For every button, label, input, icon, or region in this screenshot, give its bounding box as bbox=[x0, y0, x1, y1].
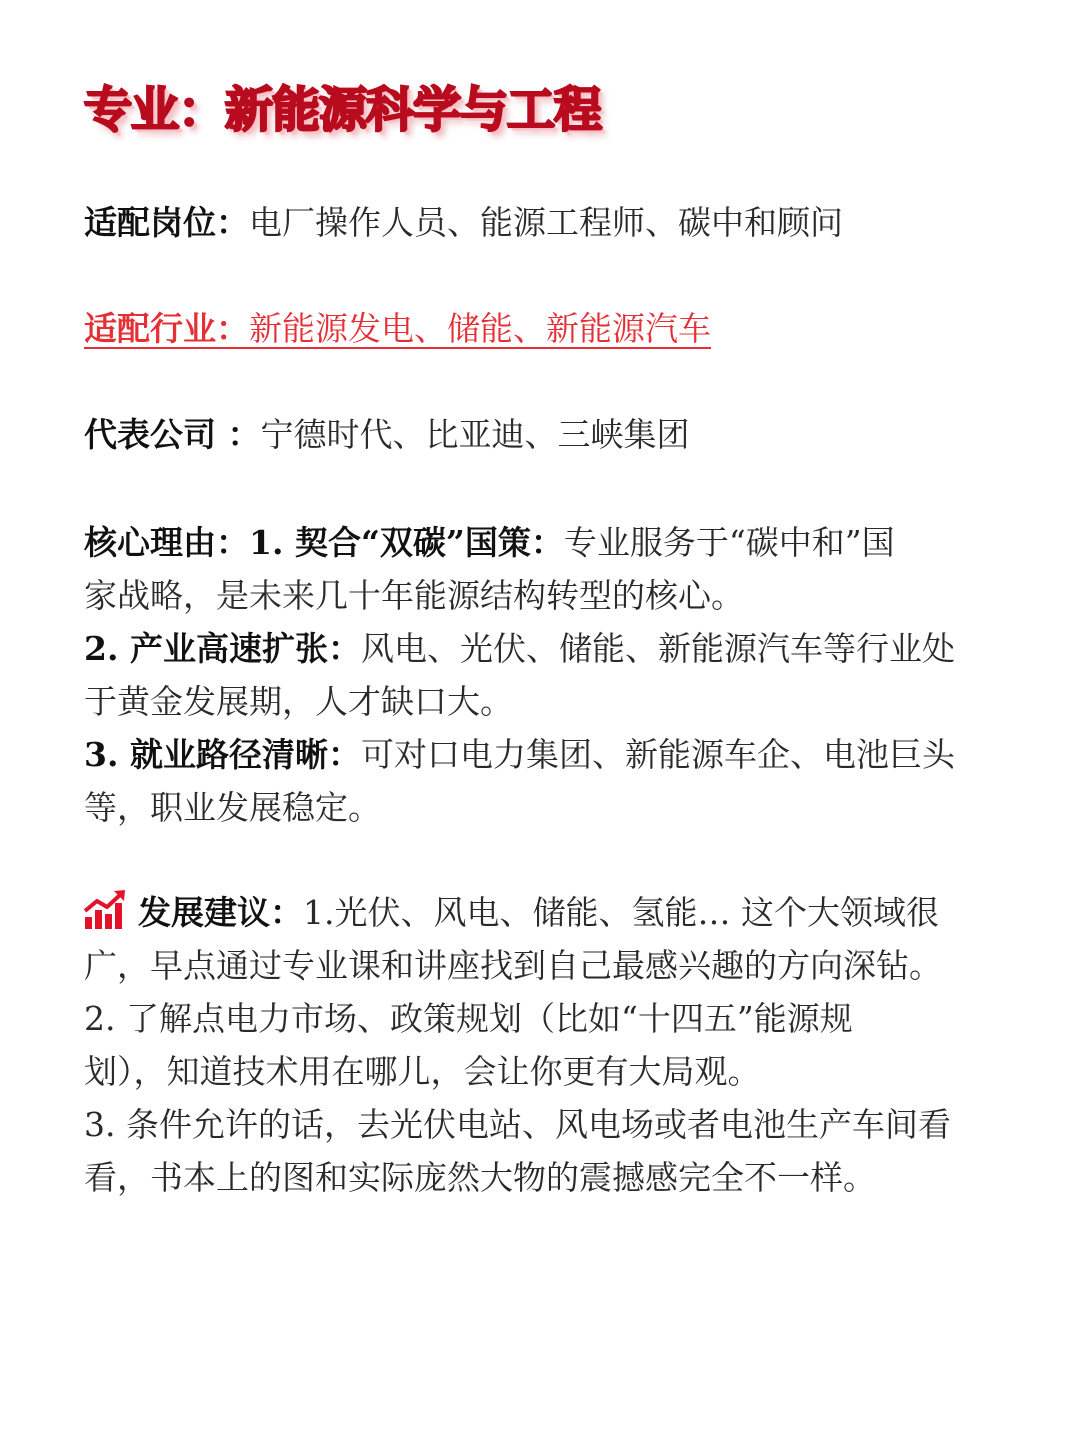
advice-line-1-text: 1.光伏、风电、储能、氢能… 这个大领域很 bbox=[303, 893, 939, 932]
reasons-block bbox=[84, 516, 1004, 834]
reason-2-text-b: 于黄金发展期，人才缺口大。 bbox=[84, 682, 513, 721]
positions-row bbox=[84, 196, 1004, 249]
advice-line-1 bbox=[84, 886, 1004, 939]
reason-1-line-a bbox=[84, 516, 1004, 569]
advice-block bbox=[84, 886, 1004, 1204]
reason-2-text-a: 风电、光伏、储能、新能源汽车等行业处 bbox=[360, 629, 955, 668]
reason-3-line-a bbox=[84, 728, 1004, 781]
page-title: 专业：新能源科学与工程 bbox=[84, 82, 602, 138]
industries-value: 新能源发电、储能、新能源汽车 bbox=[249, 309, 711, 348]
reason-3-text-b: 等，职业发展稳定。 bbox=[84, 788, 381, 827]
positions-value: 电厂操作人员、能源工程师、碳中和顾问 bbox=[249, 203, 843, 242]
advice-line-6: 看，书本上的图和实际庞然大物的震撼感完全不一样。 bbox=[84, 1158, 876, 1197]
positions-label: 适配岗位： bbox=[84, 203, 249, 242]
reasons-label: 核心理由： bbox=[84, 523, 249, 562]
advice-label: 发展建议： bbox=[138, 893, 303, 932]
reason-3-title: 3. 就业路径清晰： bbox=[84, 735, 361, 774]
reason-1-text-b: 家战略，是未来几十年能源结构转型的核心。 bbox=[84, 576, 744, 615]
advice-line-5: 3. 条件允许的话，去光伏电站、风电场或者电池生产车间看 bbox=[84, 1105, 951, 1144]
companies-value: 宁德时代、比亚迪、三峡集团 bbox=[260, 415, 690, 454]
industries-row bbox=[84, 302, 1004, 355]
reason-2-title: 2. 产业高速扩张： bbox=[84, 629, 361, 668]
companies-row bbox=[84, 408, 1004, 461]
advice-line-2: 广，早点通过专业课和讲座找到自己最感兴趣的方向深钻。 bbox=[84, 946, 942, 985]
reason-3-text-a: 可对口电力集团、新能源车企、电池巨头 bbox=[360, 735, 955, 774]
companies-label: 代表公司 ： bbox=[84, 415, 261, 454]
reason-1-title: 1. 契合“双碳”国策： bbox=[249, 523, 564, 562]
trend-chart-icon bbox=[84, 890, 126, 930]
reason-1-text-a: 专业服务于“碳中和”国 bbox=[563, 523, 895, 562]
industries-label: 适配行业： bbox=[84, 309, 249, 348]
reason-2-line-a bbox=[84, 622, 1004, 675]
advice-line-3: 2. 了解点电力市场、政策规划（比如“十四五”能源规 bbox=[84, 999, 853, 1038]
advice-line-4: 划），知道技术用在哪儿，会让你更有大局观。 bbox=[84, 1052, 761, 1091]
